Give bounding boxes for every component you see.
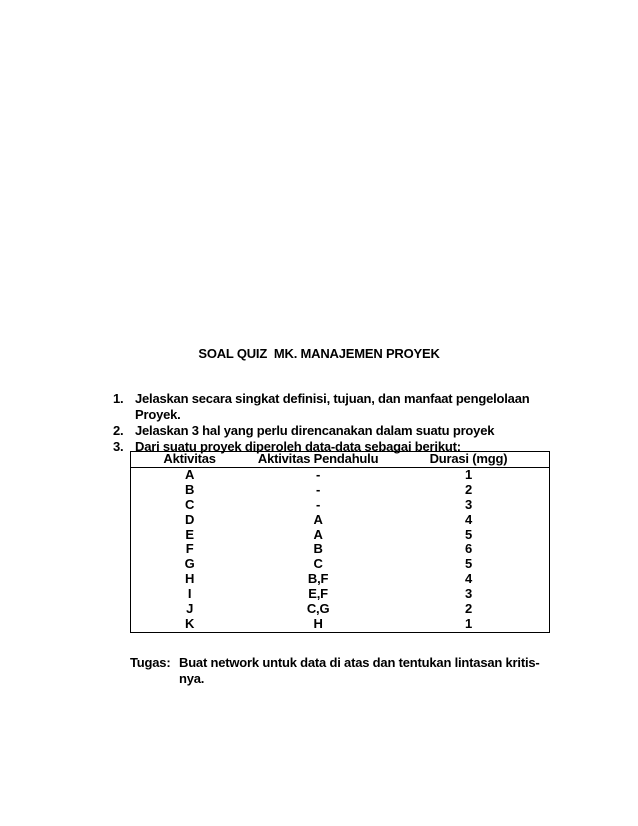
table-header-row [131, 452, 550, 468]
cell-pendahulu: E,F [308, 586, 328, 602]
cell-pendahulu: A [313, 526, 323, 542]
table-row [131, 542, 550, 557]
table-row [131, 557, 550, 572]
table-row [131, 528, 550, 543]
cell-pendahulu: A [313, 511, 323, 527]
cell-aktivitas: I [187, 586, 192, 602]
question-text: Jelaskan secara singkat definisi, tujuan, dan manfaat pengelolaan Proyek. [135, 391, 530, 422]
cell-aktivitas: K [185, 615, 195, 631]
cell-durasi: 2 [464, 601, 472, 617]
cell-aktivitas: F [185, 541, 194, 557]
cell-pendahulu: H [313, 615, 323, 631]
question-number: 1. [113, 391, 124, 406]
question-text: Dari suatu proyek diperoleh data-data sebagai berikut: [135, 439, 461, 454]
table-row [131, 498, 550, 513]
question-item [113, 423, 573, 439]
table-row [131, 467, 550, 482]
document-title: SOAL QUIZ MK. MANAJEMEN PROYEK [198, 346, 440, 361]
cell-durasi: 5 [464, 526, 472, 542]
header-durasi: Durasi (mgg) [388, 452, 550, 468]
cell-pendahulu: C,G [306, 601, 330, 617]
cell-durasi: 4 [464, 571, 472, 587]
table-row [131, 572, 550, 587]
cell-aktivitas: J [186, 601, 194, 617]
cell-pendahulu: - [316, 496, 321, 512]
header-aktivitas-pendahulu: Aktivitas Pendahulu [248, 452, 388, 468]
cell-aktivitas: G [184, 556, 195, 572]
cell-pendahulu: C [313, 556, 323, 572]
table-row [131, 587, 550, 602]
cell-durasi: 6 [464, 541, 472, 557]
cell-aktivitas: B [185, 481, 195, 497]
cell-aktivitas: A [185, 466, 195, 482]
question-list [113, 391, 573, 455]
cell-pendahulu: - [316, 466, 321, 482]
table-row [131, 513, 550, 528]
cell-durasi: 4 [464, 511, 472, 527]
cell-pendahulu: - [316, 481, 321, 497]
cell-durasi: 3 [464, 496, 472, 512]
cell-aktivitas: H [185, 571, 195, 587]
task-block [130, 655, 560, 687]
cell-pendahulu: B [313, 541, 323, 557]
question-text: Jelaskan 3 hal yang perlu direncanakan dalam suatu proyek [135, 423, 495, 438]
question-item [113, 391, 573, 423]
cell-durasi: 1 [464, 615, 472, 631]
cell-aktivitas: E [185, 526, 194, 542]
question-number: 2. [113, 423, 124, 438]
cell-aktivitas: D [185, 511, 195, 527]
cell-aktivitas: C [185, 496, 195, 512]
cell-durasi: 2 [464, 481, 472, 497]
table-row [131, 602, 550, 617]
table-row [131, 483, 550, 498]
task-line-1: Buat network untuk data di atas dan tentukan lintasan kritis- [179, 655, 540, 670]
cell-pendahulu: B,F [307, 571, 329, 587]
cell-durasi: 1 [464, 466, 472, 482]
activity-table [130, 451, 550, 633]
task-line-2: nya. [179, 671, 205, 686]
task-label: Tugas: [130, 655, 171, 670]
cell-durasi: 3 [464, 586, 472, 602]
table-row [131, 617, 550, 632]
cell-durasi: 5 [464, 556, 472, 572]
header-aktivitas: Aktivitas [131, 452, 249, 468]
question-number: 3. [113, 439, 124, 454]
